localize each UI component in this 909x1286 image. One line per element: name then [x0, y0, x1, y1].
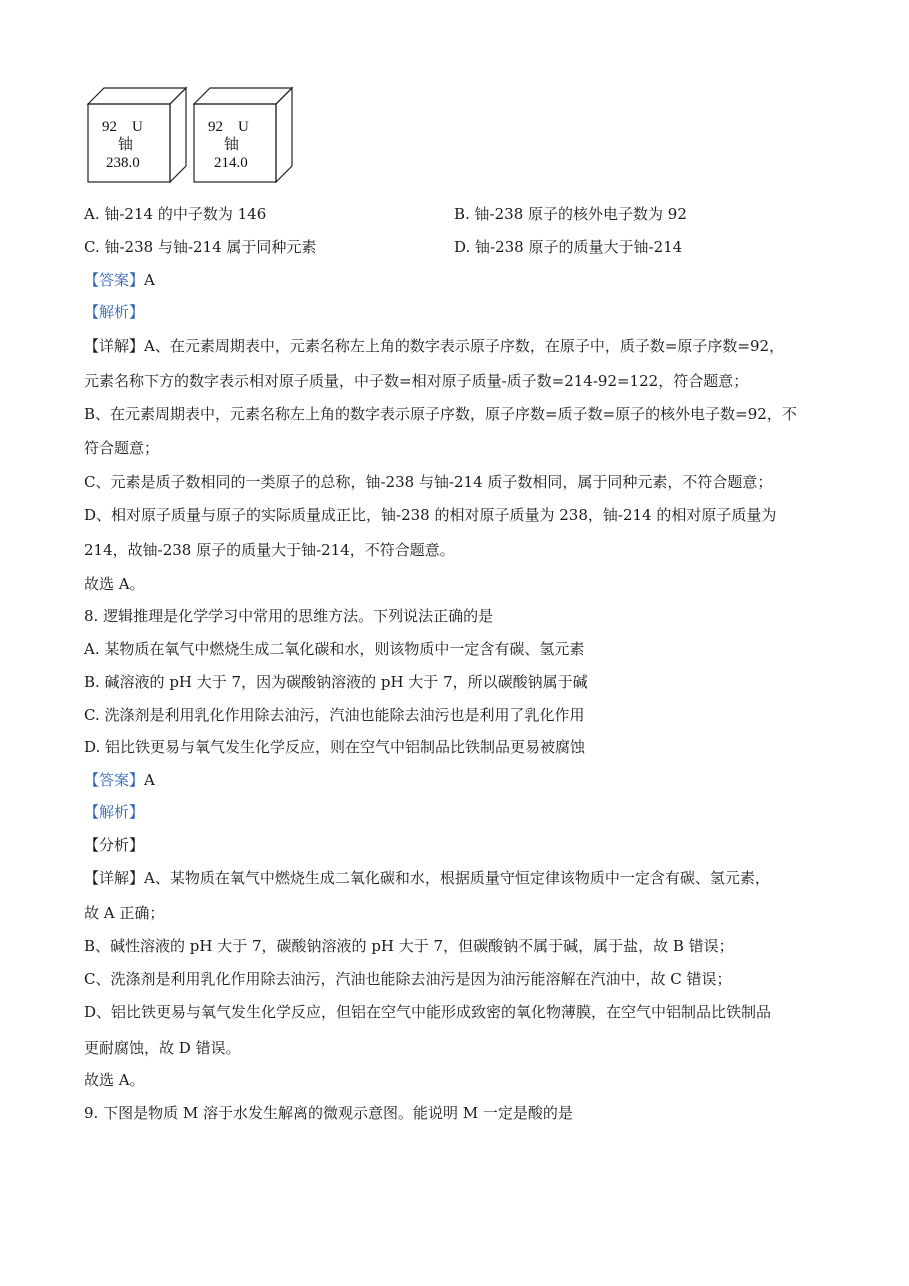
q8-detail-b: B、碱性溶液的 pH 大于 7，碳酸钠溶液的 pH 大于 7，但碳酸钠不属于碱，属于盐，故 B 错误； — [84, 937, 734, 955]
q8-fenxi-tag: 【分析】 — [84, 836, 145, 854]
q8-detail-c: C、洗涤剂是利用乳化作用除去油污，汽油也能除去油污是因为油污能溶解在汽油中，故 C 错误； — [84, 970, 732, 988]
q7-option-c: C. 铀-238 与铀-214 属于同种元素 — [84, 238, 317, 256]
q7-detail-b-line1: B、在元素周期表中，元素名称左上角的数字表示原子序数，原子序数=质子数=原子的核外电子数=92，不 — [84, 405, 797, 423]
element-name: 铀 — [224, 137, 240, 153]
q8-detail-d-line1: D、铝比铁更易与氧气发生化学反应，但铝在空气中能形成致密的氧化物薄膜，在空气中铝制品比铁制品 — [84, 1003, 772, 1021]
q7-conclusion: 故选 A。 — [84, 575, 145, 593]
answer-tag: 【答案】 — [84, 771, 145, 789]
element-card-uranium-238 — [86, 86, 188, 190]
q8-detail-d-line2: 更耐腐蚀，故 D 错误。 — [84, 1039, 241, 1057]
detail-tag: 【详解】 — [84, 869, 145, 887]
q8-option-c: C. 洗涤剂是利用乳化作用除去油污，汽油也能除去油污也是利用了乳化作用 — [84, 706, 585, 724]
element-number: 92 — [208, 119, 223, 135]
element-symbol: U — [132, 119, 143, 135]
q7-option-a: A. 铀-214 的中子数为 146 — [84, 205, 267, 223]
q7-detail-c: C、元素是质子数相同的一类原子的总称，铀-238 与铀-214 质子数相同，属于同种元素，不符合题意； — [84, 473, 773, 491]
q8-option-b: B. 碱溶液的 pH 大于 7，因为碳酸钠溶液的 pH 大于 7，所以碳酸钠属于碱 — [84, 673, 588, 691]
q8-stem: 8. 逻辑推理是化学学习中常用的思维方法。下列说法正确的是 — [84, 607, 494, 625]
q8-conclusion: 故选 A。 — [84, 1071, 145, 1089]
element-card-uranium-214 — [192, 86, 294, 190]
q8-option-a: A. 某物质在氧气中燃烧生成二氧化碳和水，则该物质中一定含有碳、氢元素 — [84, 640, 585, 658]
q7-detail-d-line2: 214，故铀-238 原子的质量大于铀-214，不符合题意。 — [84, 541, 455, 559]
detail-tag: 【详解】 — [84, 337, 145, 355]
q8-answer — [84, 770, 155, 790]
q7-detail-a-line1 — [84, 336, 784, 356]
answer-tag: 【答案】 — [84, 271, 145, 289]
q7-detail-b-line2: 符合题意； — [84, 439, 160, 457]
q7-detail-a-line2: 元素名称下方的数字表示相对原子质量，中子数=相对原子质量-质子数=214-92=122，符合题意； — [84, 372, 749, 390]
q7-answer — [84, 270, 155, 290]
q7-detail-d-line1: D、相对原子质量与原子的实际质量成正比，铀-238 的相对原子质量为 238，铀-214 的相对原子质量为 — [84, 506, 777, 524]
element-name: 铀 — [118, 137, 134, 153]
answer-value: A — [144, 771, 155, 789]
detail-text: A、在元素周期表中，元素名称左上角的数字表示原子序数，在原子中，质子数=原子序数=92， — [144, 337, 785, 355]
q8-detail-a-line1 — [84, 868, 770, 888]
q7-option-d: D. 铀-238 原子的质量大于铀-214 — [454, 238, 683, 256]
element-symbol: U — [238, 119, 249, 135]
q8-option-d: D. 铝比铁更易与氧气发生化学反应，则在空气中铝制品比铁制品更易被腐蚀 — [84, 738, 586, 756]
element-cube-214 — [192, 86, 294, 186]
q7-analysis-tag: 【解析】 — [84, 303, 145, 321]
q8-analysis-tag: 【解析】 — [84, 803, 145, 821]
element-number: 92 — [102, 119, 117, 135]
element-mass: 238.0 — [106, 155, 140, 171]
answer-value: A — [144, 271, 155, 289]
element-cube-238 — [86, 86, 188, 186]
detail-text: A、某物质在氧气中燃烧生成二氧化碳和水，根据质量守恒定律该物质中一定含有碳、氢元素， — [144, 869, 770, 887]
q7-option-b: B. 铀-238 原子的核外电子数为 92 — [454, 205, 687, 223]
element-mass: 214.0 — [214, 155, 248, 171]
q9-stem: 9. 下图是物质 M 溶于水发生解离的微观示意图。能说明 M 一定是酸的是 — [84, 1104, 573, 1122]
q8-detail-a-line2: 故 A 正确； — [84, 904, 165, 922]
